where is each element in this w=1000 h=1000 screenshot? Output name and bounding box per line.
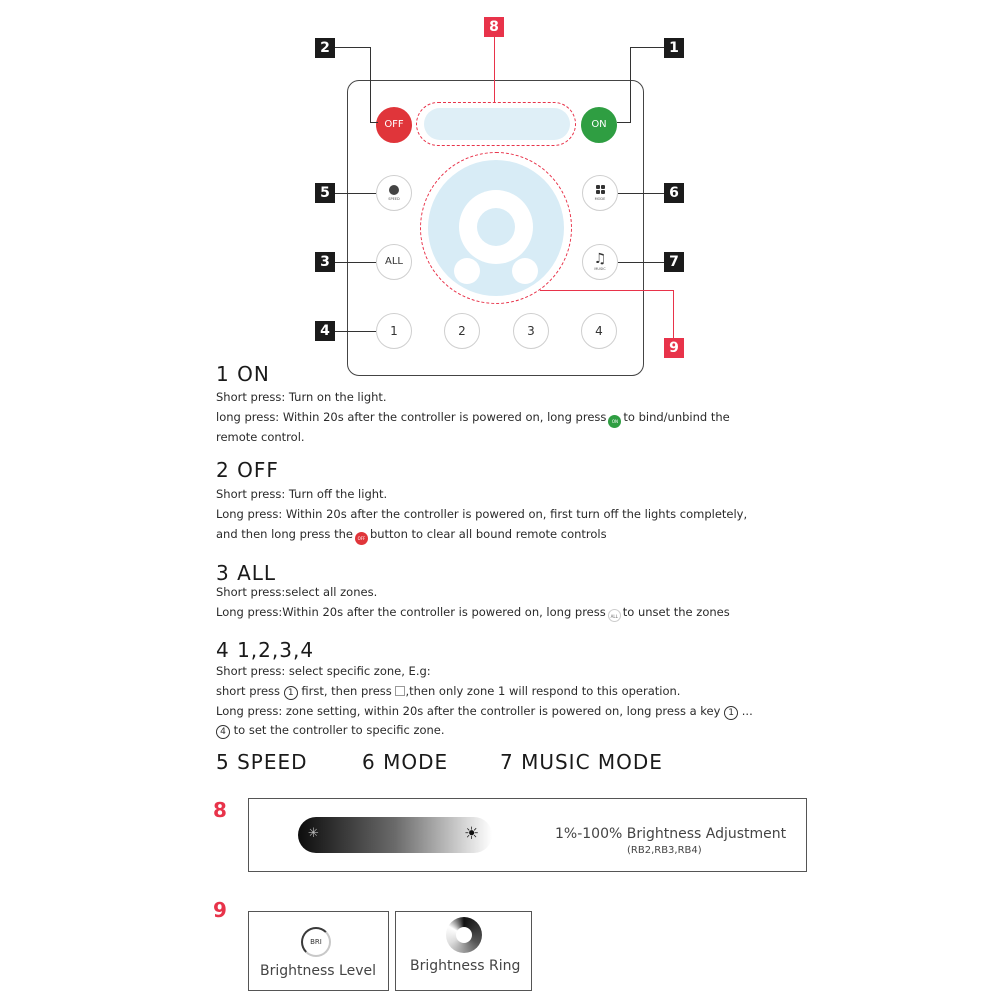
section-on-title: 1 ON — [216, 362, 270, 386]
section-zones-line1: Short press: select specific zone, E.g: — [216, 664, 431, 678]
section-off-title: 2 OFF — [216, 458, 279, 482]
section-off-line1: Short press: Turn off the light. — [216, 487, 388, 501]
section-zones-line3 — [216, 704, 753, 720]
callout-2: 2 — [315, 38, 335, 58]
section-9-number: 9 — [213, 898, 227, 922]
off-button[interactable]: OFF — [376, 107, 412, 143]
section-on-line2a: long press: Within 20s after the controller is powered on, long press — [216, 410, 607, 424]
section-zones-line3a: Long press: zone setting, within 20s after the controller is powered on, long press a key — [216, 704, 721, 718]
section-mode-title: 6 MODE — [362, 750, 449, 774]
ring-right-dot — [512, 258, 538, 284]
leader-1-h — [630, 47, 664, 48]
callout-4: 4 — [315, 321, 335, 341]
zone-1-button[interactable]: 1 — [376, 313, 412, 349]
callout-5: 5 — [315, 183, 335, 203]
all-inline-icon: ALL — [608, 609, 621, 622]
leader-3 — [335, 262, 376, 263]
ring-center-inner[interactable] — [477, 208, 515, 246]
leader-1-h2 — [617, 122, 631, 123]
leader-2-h — [335, 47, 370, 48]
section-zones-line2a: short press — [216, 684, 281, 698]
key-4-circle: 4 — [216, 725, 230, 739]
speed-icon — [389, 185, 399, 195]
section-zones-title: 4 1,2,3,4 — [216, 638, 315, 662]
section-zones-line4b: to set the controller to specific zone. — [233, 723, 445, 737]
music-label: MUSIC — [594, 267, 606, 271]
zone-4-button[interactable]: 4 — [581, 313, 617, 349]
ring-left-dot — [454, 258, 480, 284]
music-note-icon: ♫ — [593, 251, 607, 267]
bri-dial-label: BRI — [310, 938, 322, 946]
sun-bright-icon: ☀ — [464, 824, 480, 844]
callout-9: 9 — [664, 338, 684, 358]
section-off-line3b: button to clear all bound remote controls — [369, 527, 607, 541]
callout-7: 7 — [664, 252, 684, 272]
section-off-line3a: and then long press the — [216, 527, 353, 541]
leader-1-v — [630, 47, 631, 122]
sun-dim-icon: ✳ — [308, 826, 319, 841]
section-speed-title: 5 SPEED — [216, 750, 308, 774]
section-off-line2: Long press: Within 20s after the controller is powered on, first turn off the lights completely, — [216, 507, 748, 521]
section-zones-line2 — [216, 684, 680, 700]
section-all-line2a: Long press:Within 20s after the controller is powered on, long press — [216, 605, 606, 619]
section-8-number: 8 — [213, 798, 227, 822]
brightness-slider[interactable] — [424, 108, 570, 140]
on-inline-icon: ON — [608, 415, 621, 428]
leader-2-h2 — [370, 122, 378, 123]
inline-grid-icon — [395, 686, 405, 696]
brightness-ring-icon-hole — [456, 927, 472, 943]
section-all-line1: Short press:select all zones. — [216, 585, 378, 599]
off-inline-icon: OFF — [355, 532, 368, 545]
brightness-level-label: Brightness Level — [260, 963, 376, 979]
mode-label: MODE — [594, 197, 606, 201]
leader-4 — [335, 331, 376, 332]
speed-label: SPEED — [388, 197, 400, 201]
section-all-title: 3 ALL — [216, 561, 277, 585]
section-zones-line2b: first, then press — [301, 684, 392, 698]
zone-3-button[interactable]: 3 — [513, 313, 549, 349]
speed-button[interactable] — [376, 175, 412, 211]
callout-1: 1 — [664, 38, 684, 58]
brightness-adjust-subtitle: (RB2,RB3,RB4) — [627, 845, 702, 856]
leader-6 — [618, 193, 664, 194]
leader-9-v — [673, 290, 674, 338]
callout-3: 3 — [315, 252, 335, 272]
section-zones-line4 — [216, 723, 445, 739]
section-zones-line2c: ,then only zone 1 will respond to this operation. — [405, 684, 681, 698]
leader-7 — [618, 262, 664, 263]
section-music-title: 7 MUSIC MODE — [500, 750, 663, 774]
brightness-gradient-bar — [298, 817, 492, 853]
music-button[interactable] — [582, 244, 618, 280]
on-button[interactable]: ON — [581, 107, 617, 143]
leader-2-v — [370, 47, 371, 122]
mode-grid-icon — [596, 185, 605, 194]
section-on-line2 — [216, 410, 730, 428]
key-1-circle: 1 — [724, 706, 738, 720]
all-button[interactable]: ALL — [376, 244, 412, 280]
section-on-line1: Short press: Turn on the light. — [216, 390, 387, 404]
section-all-line2b: to unset the zones — [622, 605, 730, 619]
leader-9-h — [540, 290, 674, 291]
zone-2-button[interactable]: 2 — [444, 313, 480, 349]
callout-6: 6 — [664, 183, 684, 203]
leader-8-v — [494, 37, 495, 103]
zone-1-circle: 1 — [284, 686, 298, 700]
callout-8: 8 — [484, 17, 504, 37]
section-on-line2b: to bind/unbind the — [623, 410, 730, 424]
section-on-line3: remote control. — [216, 430, 305, 444]
brightness-ring-label: Brightness Ring — [410, 958, 521, 974]
section-all-line2 — [216, 605, 730, 622]
bri-dial-icon — [301, 927, 331, 957]
brightness-adjust-title: 1%-100% Brightness Adjustment — [555, 826, 787, 842]
section-off-line3 — [216, 527, 607, 545]
section-zones-line3b: ... — [741, 704, 753, 718]
mode-button[interactable] — [582, 175, 618, 211]
leader-5 — [335, 193, 376, 194]
